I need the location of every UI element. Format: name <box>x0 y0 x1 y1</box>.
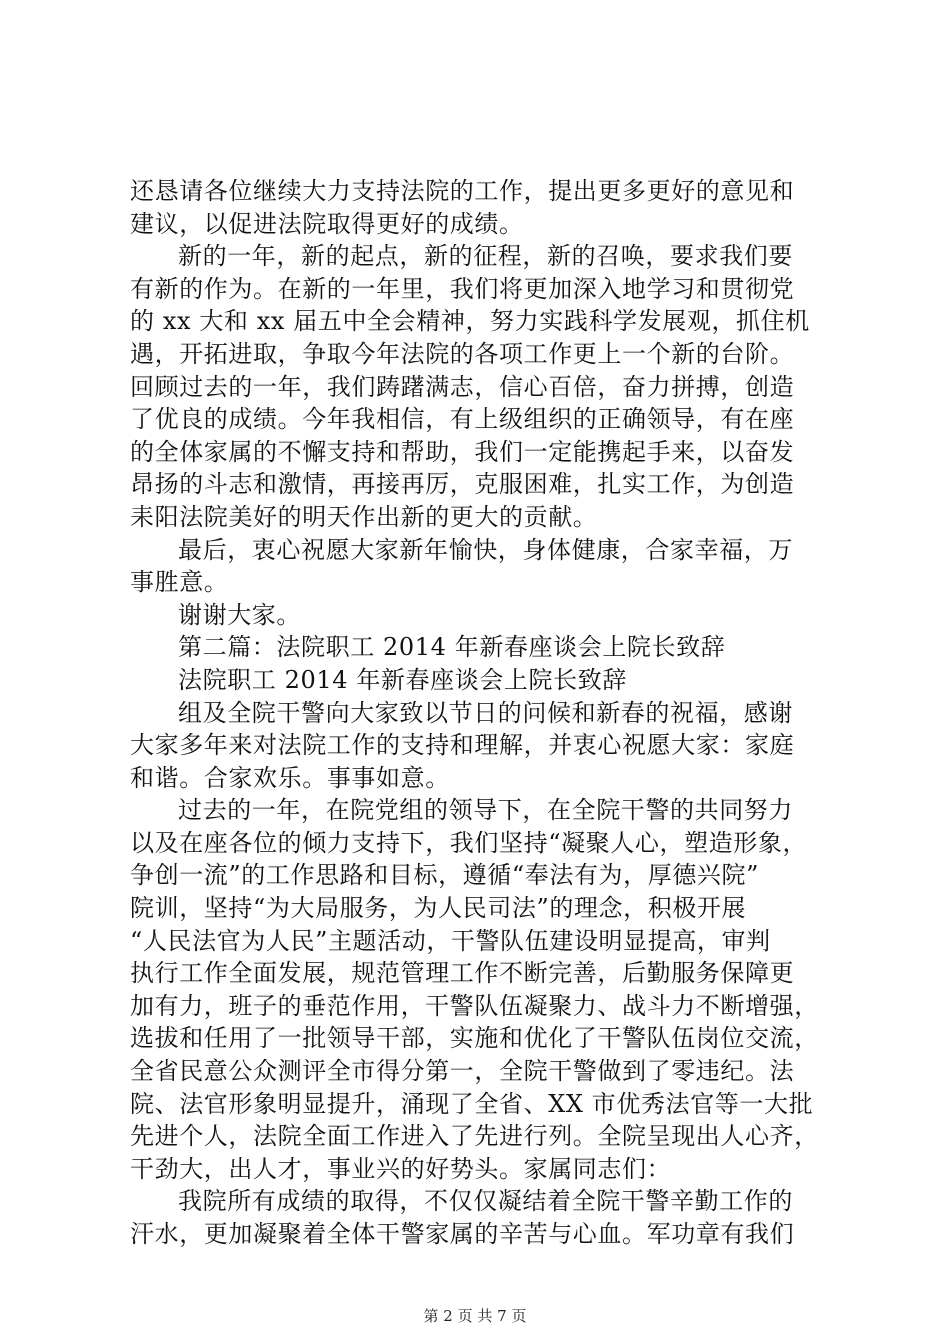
text-line: 遇，开拓进取，争取今年法院的各项工作更上一个新的台阶。 <box>130 339 795 368</box>
text-line: 耒阳法院美好的明天作出新的更大的贡献。 <box>130 502 598 531</box>
text-line: 加有力，班子的垂范作用，干警队伍凝聚力、战斗力不断增强， <box>130 991 819 1020</box>
text-line: 昂扬的斗志和激情，再接再厉，克服困难，扎实工作，为创造 <box>130 470 795 499</box>
text-line: 了优良的成绩。今年我相信，有上级组织的正确领导，有在座 <box>130 405 795 434</box>
text-line: 我院所有成绩的取得，不仅仅凝结着全院干警辛勤工作的 <box>178 1187 793 1216</box>
text-line: 最后，衷心祝愿大家新年愉快，身体健康，合家幸福，万 <box>178 535 793 564</box>
text-line: 争创一流”的工作思路和目标，遵循“奉法有为，厚德兴院” <box>130 861 760 890</box>
text-line: 谢谢大家。 <box>178 600 301 629</box>
text-line: 建议，以促进法院取得更好的成绩。 <box>130 209 524 238</box>
text-line: 的全体家属的不懈支持和帮助，我们一定能携起手来，以奋发 <box>130 437 795 466</box>
text-line: 有新的作为。在新的一年里，我们将更加深入地学习和贯彻党 <box>130 274 795 303</box>
text-line: 执行工作全面发展，规范管理工作不断完善，后勤服务保障更 <box>130 959 795 988</box>
text-line: 新的一年，新的起点，新的征程，新的召唤，要求我们要 <box>178 242 793 271</box>
text-line: 汗水，更加凝聚着全体干警家属的辛苦与心血。军功章有我们 <box>130 1220 795 1248</box>
text-line: 院训，坚持“为大局服务，为人民司法”的理念，积极开展 <box>130 894 747 923</box>
text-line: 先进个人，法院全面工作进入了先进行列。全院呈现出人心齐， <box>130 1122 819 1151</box>
text-line: 的 xx 大和 xx 届五中全会精神，努力实践科学发展观，抓住机 <box>130 307 810 336</box>
document-body <box>130 175 830 1251</box>
text-line: 选拔和任用了一批领导干部，实施和优化了干警队伍岗位交流， <box>130 1024 819 1053</box>
page-footer: 第 2 页 共 7 页 <box>423 1307 527 1325</box>
text-line: 事胜意。 <box>130 568 229 597</box>
text-line: 过去的一年，在院党组的领导下，在全院干警的共同努力 <box>178 796 793 825</box>
text-line: 组及全院干警向大家致以节日的问候和新春的祝福，感谢 <box>178 698 793 727</box>
text-line: 全省民意公众测评全市得分第一，全院干警做到了零违纪。法 <box>130 1057 795 1086</box>
text-line: 干劲大，出人才，事业兴的好势头。家属同志们： <box>130 1154 672 1183</box>
text-line: 法院职工 2014 年新春座谈会上院长致辞 <box>178 665 627 694</box>
text-line: 以及在座各位的倾力支持下，我们坚持“凝聚人心，塑造形象， <box>130 828 808 857</box>
text-line: 和谐。合家欢乐。事事如意。 <box>130 763 450 792</box>
text-line: 大家多年来对法院工作的支持和理解，并衷心祝愿大家：家庭 <box>130 731 795 760</box>
text-line: 第二篇：法院职工 2014 年新春座谈会上院长致辞 <box>178 633 726 662</box>
text-line: 回顾过去的一年，我们踌躇满志，信心百倍，奋力拼搏，创造 <box>130 372 795 401</box>
text-line: 院、法官形象明显提升，涌现了全省、XX 市优秀法官等一大批 <box>130 1089 814 1118</box>
text-line: 还恳请各位继续大力支持法院的工作，提出更多更好的意见和 <box>130 177 795 205</box>
text-line: “人民法官为人民”主题活动，干警队伍建设明显提高，审判 <box>130 926 771 955</box>
